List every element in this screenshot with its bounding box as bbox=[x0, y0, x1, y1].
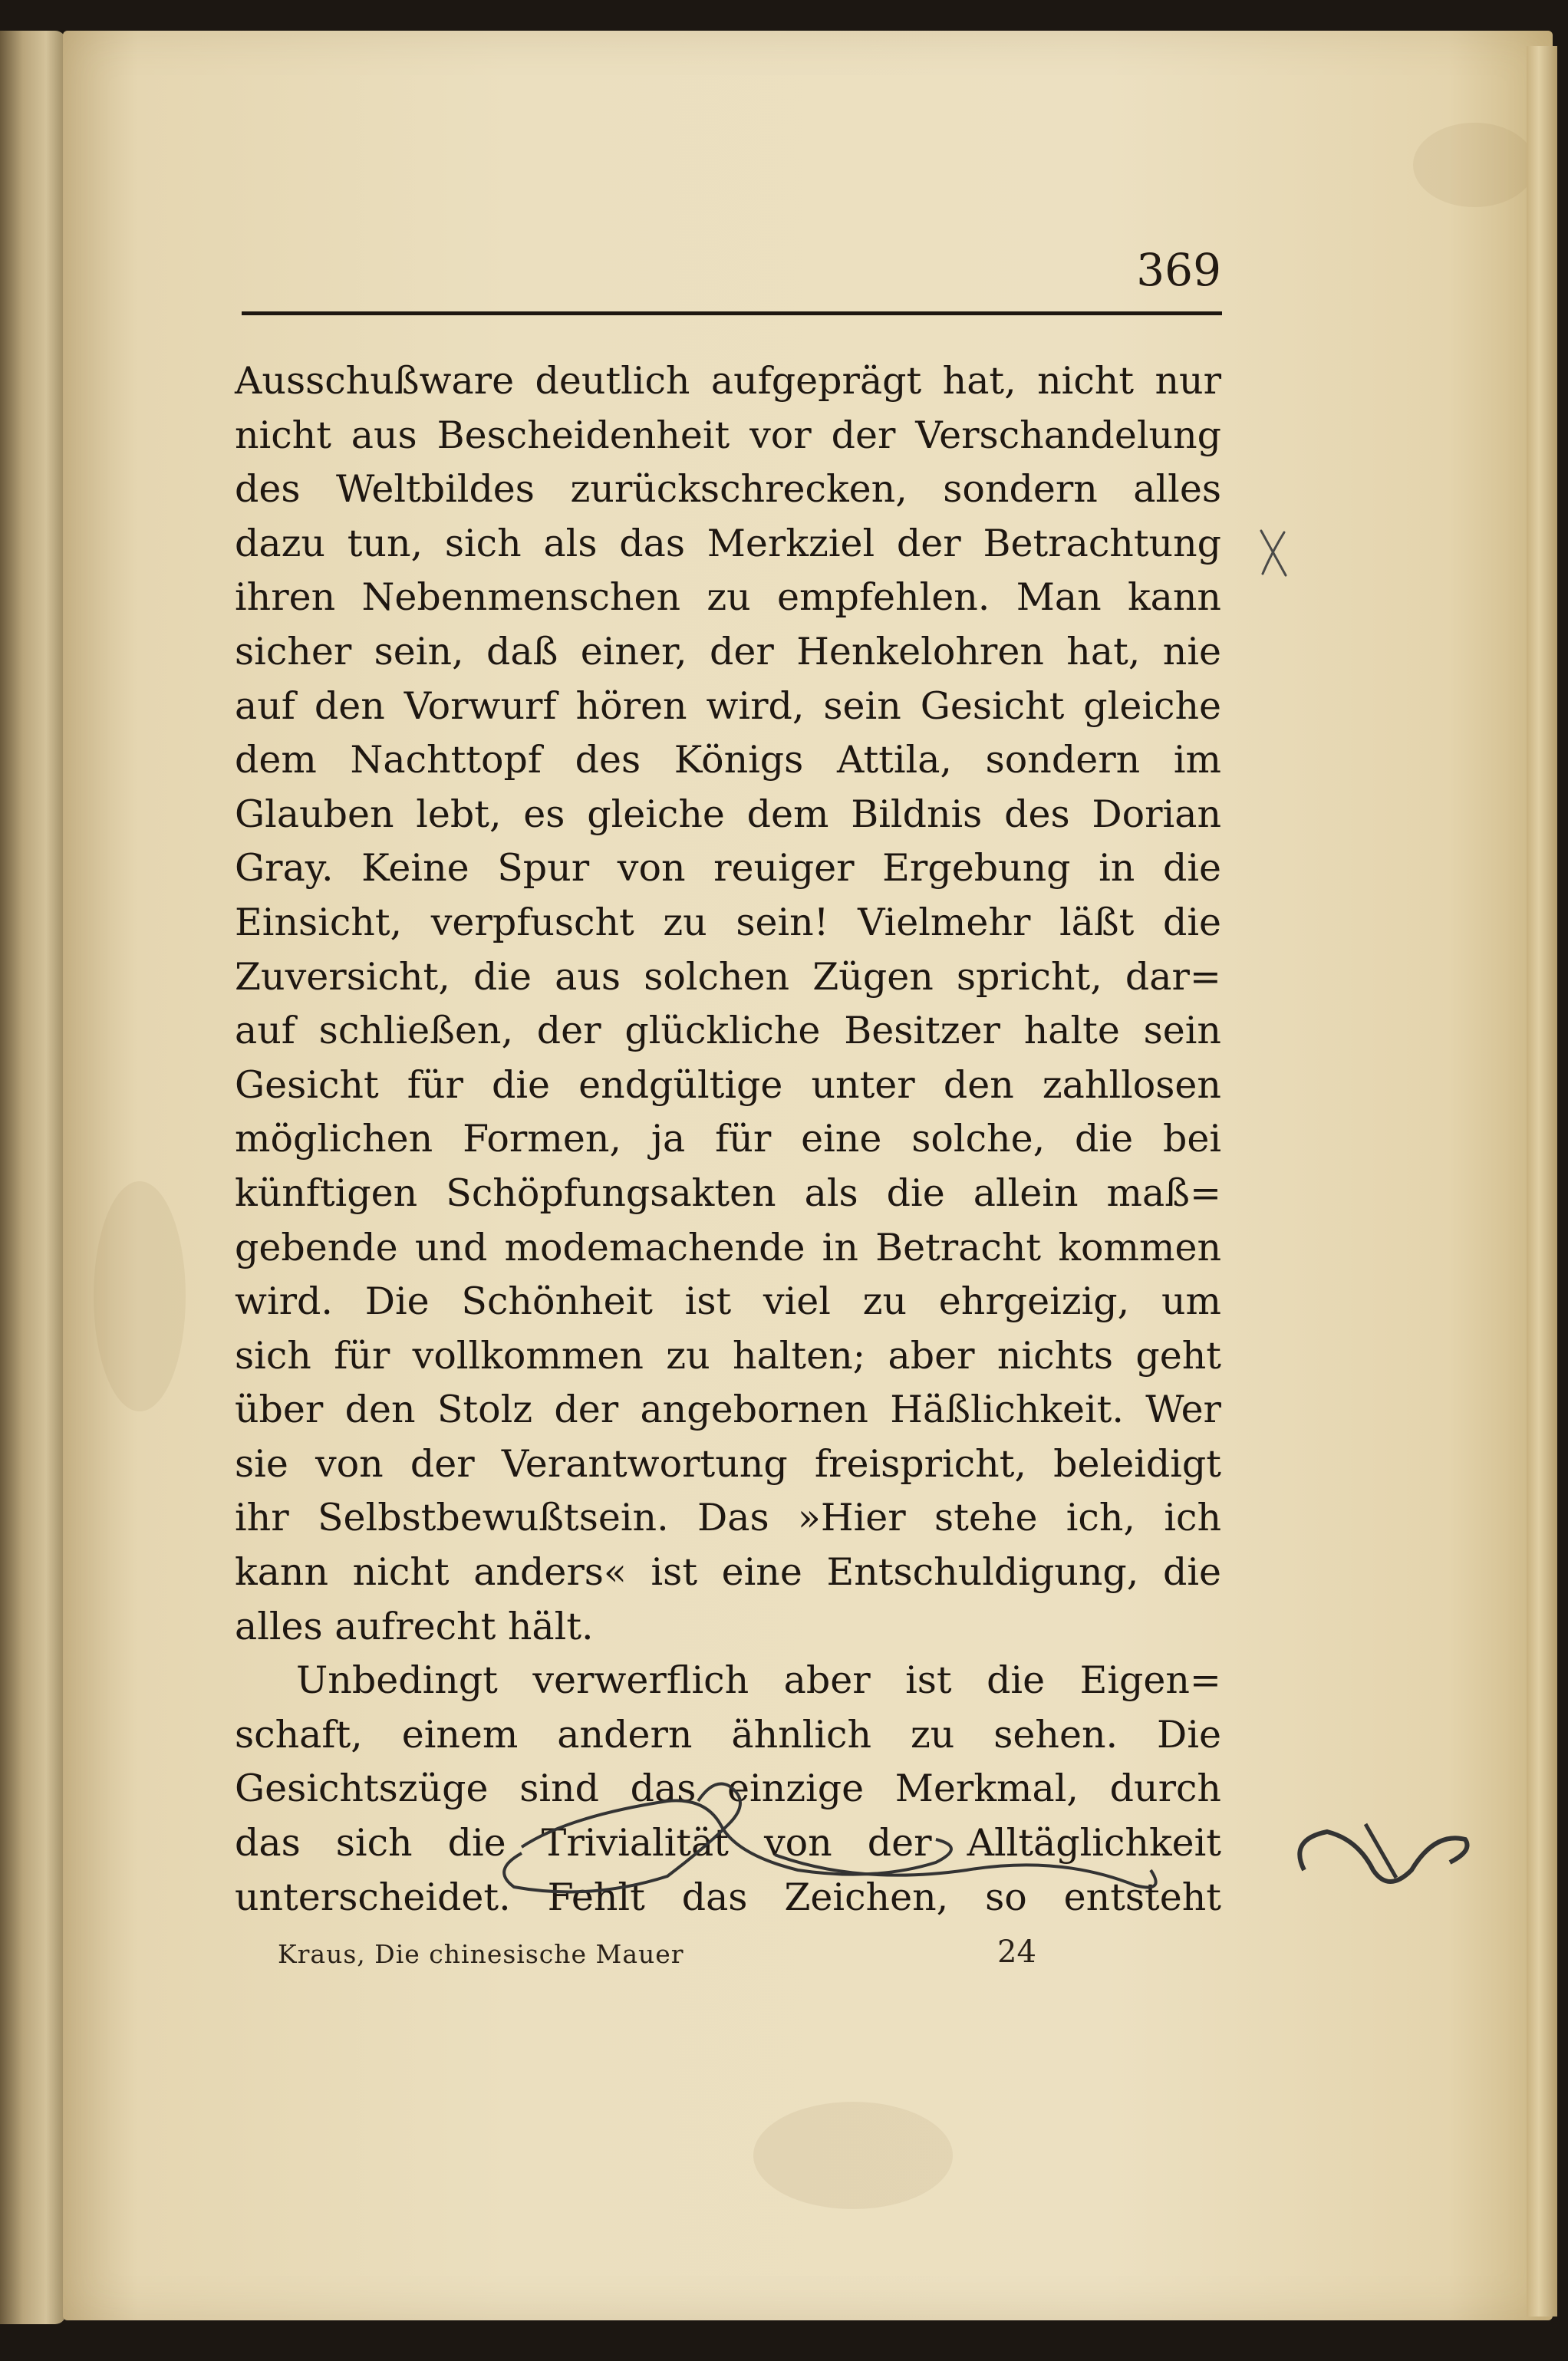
text-line: Gesichtszüge sind das einzige Merkmal, durch bbox=[235, 1767, 1221, 1811]
signature-mark: 24 bbox=[997, 1935, 1036, 1970]
text-line: Zuversicht, die aus solchen Zügen spricht, dar= bbox=[235, 954, 1221, 999]
pencil-x-mark-icon bbox=[1257, 526, 1290, 580]
text-line: sich für vollkommen zu halten; aber nichts geht bbox=[235, 1333, 1221, 1378]
text-line: möglichen Formen, ja für eine solche, die bei bbox=[235, 1117, 1221, 1161]
previous-page-edge bbox=[0, 31, 66, 2324]
text-line: ihr Selbstbewußtsein. Das »Hier stehe ich, ich bbox=[235, 1496, 1221, 1540]
text-line: über den Stolz der angebornen Häßlichkeit. Wer bbox=[235, 1388, 1221, 1432]
text-line: auf den Vorwurf hören wird, sein Gesicht gleiche bbox=[235, 683, 1221, 728]
text-line: Ausschußware deutlich aufgeprägt hat, nicht nur bbox=[235, 359, 1221, 403]
page-stack-edge bbox=[1527, 46, 1557, 2317]
text-line: schaft, einem andern ähnlich zu sehen. Die bbox=[235, 1712, 1221, 1757]
text-line: sicher sein, daß einer, der Henkelohren hat, nie bbox=[235, 629, 1221, 673]
text-line: nicht aus Bescheidenheit vor der Verschandelung bbox=[235, 413, 1221, 457]
text-line: sie von der Verantwortung freispricht, beleidigt bbox=[235, 1441, 1221, 1486]
text-line: ihren Nebenmenschen zu empfehlen. Man kann bbox=[235, 575, 1221, 620]
page-number: 369 bbox=[1136, 244, 1221, 296]
text-line: künftigen Schöpfungsakten als die allein maß= bbox=[235, 1171, 1221, 1215]
text-line: Gray. Keine Spur von reuiger Ergebung in die bbox=[235, 846, 1221, 891]
text-line: gebende und modemachende in Betracht kommen bbox=[235, 1225, 1221, 1269]
text-line: unterscheidet. Fehlt das Zeichen, so entsteht bbox=[235, 1875, 1221, 1919]
text-line: Gesicht für die endgültige unter den zahllosen bbox=[235, 1062, 1221, 1107]
paragraph-end-line: alles aufrecht hält. bbox=[235, 1604, 594, 1648]
text-line: kann nicht anders« ist eine Entschuldigung, die bbox=[235, 1550, 1221, 1595]
paragraph-start-line: Unbedingt verwerflich aber ist die Eigen= bbox=[296, 1658, 1221, 1703]
text-line: des Weltbildes zurückschrecken, sondern alles bbox=[235, 467, 1221, 512]
text-line: das sich die Trivialität von der Alltäglichkeit bbox=[235, 1821, 1221, 1865]
pencil-annotation-loop-icon bbox=[476, 1755, 1481, 1924]
header-rule bbox=[242, 311, 1222, 315]
text-line: auf schließen, der glückliche Besitzer halte sein bbox=[235, 1009, 1221, 1053]
footer-title: Kraus, Die chinesische Mauer bbox=[278, 1939, 684, 1969]
text-line: wird. Die Schönheit ist viel zu ehrgeizig, um bbox=[235, 1279, 1221, 1324]
text-line: Glauben lebt, es gleiche dem Bildnis des Dorian bbox=[235, 792, 1221, 836]
text-line: dem Nachttopf des Königs Attila, sondern im bbox=[235, 738, 1221, 782]
text-line: Einsicht, verpfuscht zu sein! Vielmehr läßt die bbox=[235, 900, 1221, 944]
body-text bbox=[235, 354, 1221, 1925]
text-line: dazu tun, sich als das Merkziel der Betrachtung bbox=[235, 521, 1221, 565]
